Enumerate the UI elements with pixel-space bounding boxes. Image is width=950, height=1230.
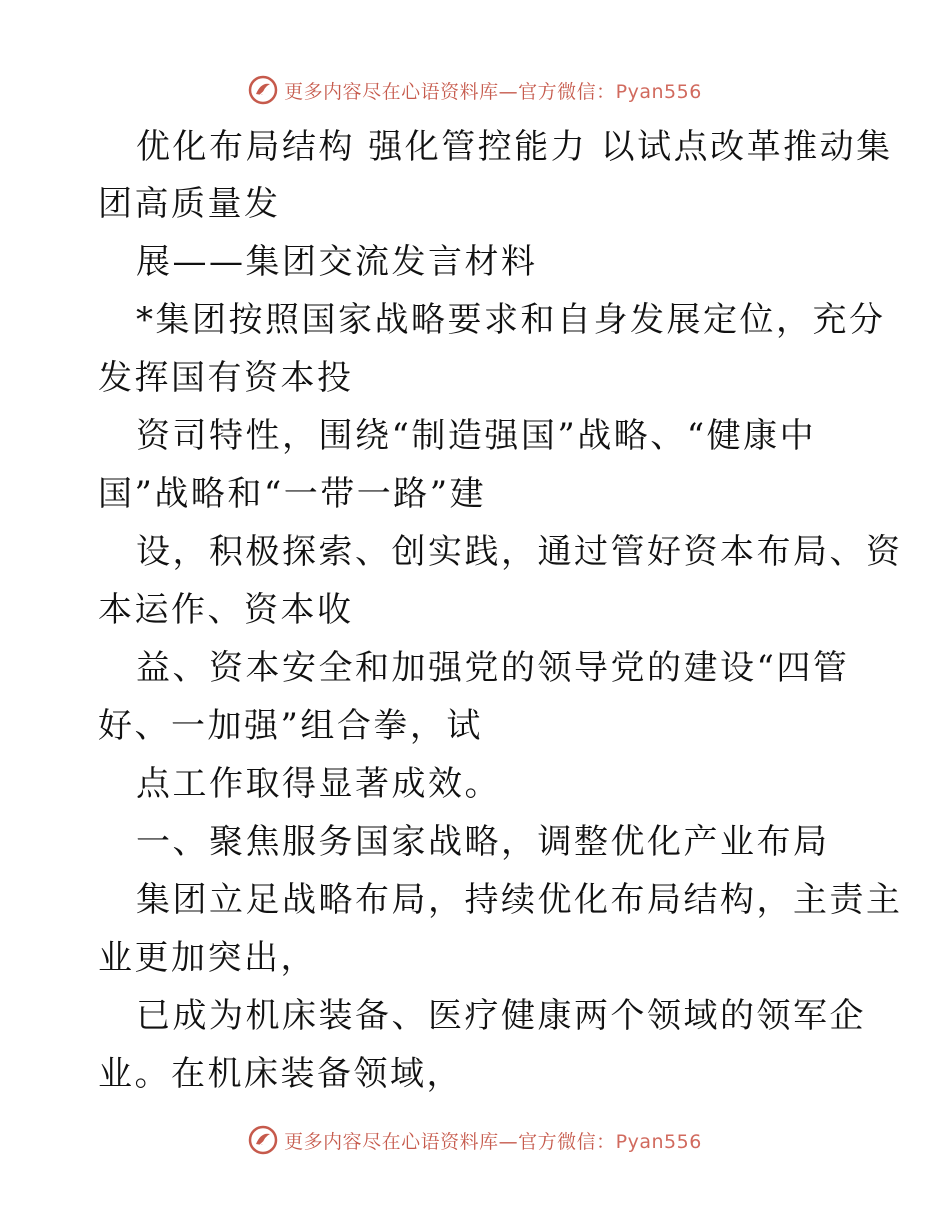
watermark-logo-icon (248, 1125, 278, 1155)
header-watermark (0, 72, 950, 108)
text-line: 集团立足战略布局，持续优化布局结构，主责主 (136, 880, 903, 920)
text-line: 业。在机床装备领域， (98, 1054, 463, 1094)
text-line: 点工作取得显著成效。 (136, 764, 501, 804)
text-line: 本运作、资本收 (98, 590, 354, 630)
watermark-text: 更多内容尽在心语资料库—官方微信：Pyan556 (284, 1130, 702, 1153)
watermark-text: 更多内容尽在心语资料库—官方微信：Pyan556 (284, 80, 702, 103)
section-heading: 一、聚焦服务国家战略，调整优化产业布局 (136, 822, 830, 862)
text-line: 已成为机床装备、医疗健康两个领域的领军企 (136, 996, 866, 1036)
text-line: 益、资本安全和加强党的领导党的建设“四管 (136, 648, 850, 688)
text-line: *集团按照国家战略要求和自身发展定位，充分 (136, 300, 886, 340)
text-line: 资司特性，围绕“制造强国”战略、“健康中 (136, 416, 817, 456)
footer-watermark (0, 1122, 950, 1158)
text-line: 好、一加强”组合拳，试 (98, 706, 483, 746)
text-line: 优化布局结构 强化管控能力 以试点改革推动集 (136, 127, 893, 167)
text-line: 发挥国有资本投 (98, 358, 354, 398)
text-line: 展——集团交流发言材料 (136, 242, 538, 282)
text-line: 国”战略和“一带一路”建 (98, 474, 487, 514)
text-line: 团高质量发 (98, 184, 281, 224)
text-line: 设，积极探索、创实践，通过管好资本布局、资 (136, 532, 903, 572)
watermark-logo-icon (248, 75, 278, 105)
text-line: 业更加突出， (98, 938, 317, 978)
